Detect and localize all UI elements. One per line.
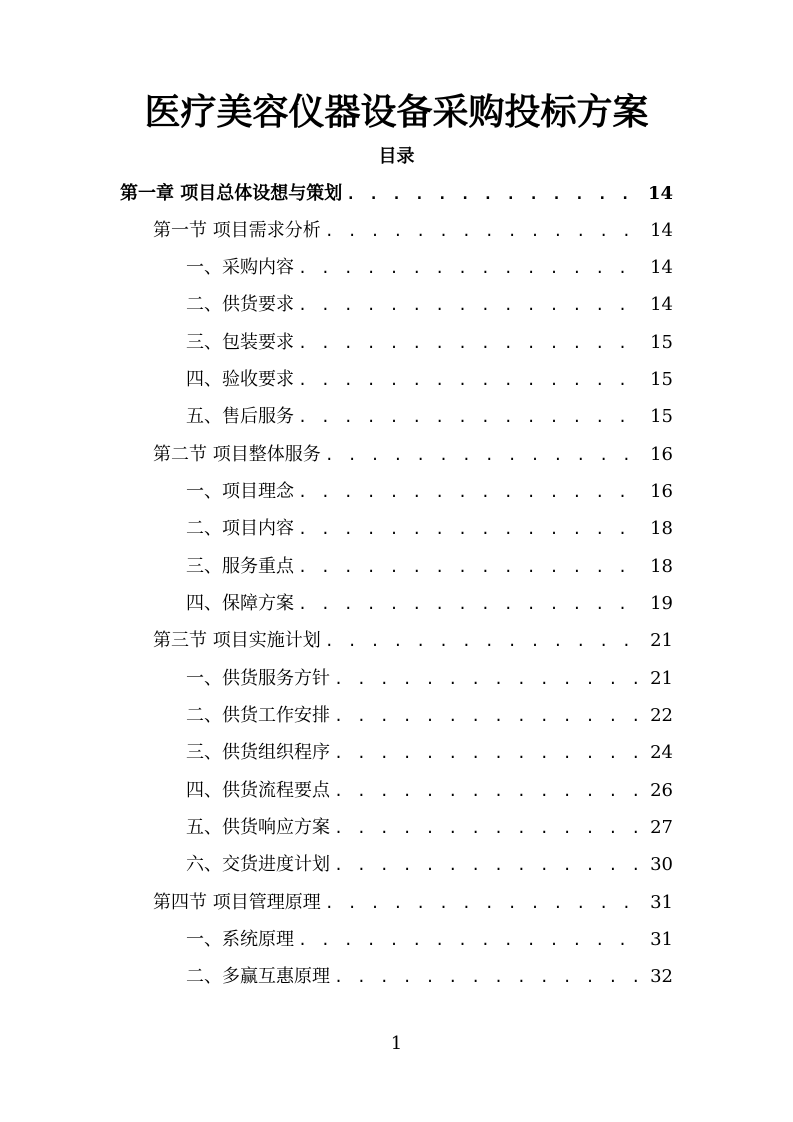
page-number: 1 bbox=[390, 1033, 403, 1054]
toc-entry-page: 27 bbox=[650, 816, 673, 838]
toc-entry-label: 三、供货组织程序 bbox=[186, 741, 330, 763]
toc-entry-section-1[interactable] bbox=[153, 212, 673, 249]
toc-entry-item[interactable] bbox=[186, 734, 673, 771]
toc-dot-leader bbox=[325, 219, 644, 243]
toc-entry-section-2[interactable] bbox=[153, 436, 673, 473]
toc-entry-page: 14 bbox=[650, 293, 673, 315]
toc-dot-leader bbox=[334, 667, 644, 691]
toc-entry-page: 18 bbox=[650, 517, 673, 539]
toc-entry-item[interactable] bbox=[186, 249, 673, 286]
toc-entry-label: 一、采购内容 bbox=[186, 256, 294, 278]
toc-entry-item[interactable] bbox=[186, 697, 673, 734]
toc-entry-item[interactable] bbox=[186, 473, 673, 510]
toc-entry-label: 六、交货进度计划 bbox=[186, 853, 330, 875]
toc-entry-item[interactable] bbox=[186, 921, 673, 958]
toc-entry-chapter-1[interactable] bbox=[120, 175, 673, 212]
toc-entry-page: 31 bbox=[650, 928, 673, 950]
toc-entry-page: 14 bbox=[650, 219, 673, 241]
toc-entry-page: 31 bbox=[650, 891, 673, 913]
toc-entry-page: 24 bbox=[650, 741, 673, 763]
toc-dot-leader bbox=[298, 480, 644, 504]
toc-entry-page: 30 bbox=[650, 853, 673, 875]
toc-entry-item[interactable] bbox=[186, 772, 673, 809]
toc-entry-page: 16 bbox=[650, 480, 673, 502]
toc-entry-label: 二、项目内容 bbox=[186, 517, 294, 539]
toc-dot-leader bbox=[298, 368, 644, 392]
toc-entry-page: 19 bbox=[650, 592, 673, 614]
toc-entry-item[interactable] bbox=[186, 548, 673, 585]
toc-entry-label: 一、系统原理 bbox=[186, 928, 294, 950]
toc-dot-leader bbox=[298, 256, 644, 280]
toc-entry-label: 五、售后服务 bbox=[186, 405, 294, 427]
toc-entry-page: 15 bbox=[650, 368, 673, 390]
toc-dot-leader bbox=[346, 182, 642, 206]
toc-heading: 目录 bbox=[378, 146, 415, 167]
toc-entry-label: 第一章 项目总体设想与策划 bbox=[120, 182, 343, 204]
toc-entry-item[interactable] bbox=[186, 286, 673, 323]
toc-entry-page: 21 bbox=[650, 667, 673, 689]
toc-entry-item[interactable] bbox=[186, 809, 673, 846]
toc-entry-page: 14 bbox=[650, 256, 673, 278]
toc-entry-page: 18 bbox=[650, 555, 673, 577]
toc-dot-leader bbox=[325, 629, 644, 653]
toc-dot-leader bbox=[334, 965, 644, 989]
toc-dot-leader bbox=[334, 704, 644, 728]
toc-entry-page: 26 bbox=[650, 779, 673, 801]
toc-entry-page: 22 bbox=[650, 704, 673, 726]
toc-dot-leader bbox=[298, 517, 644, 541]
toc-entry-label: 第四节 项目管理原理 bbox=[153, 891, 321, 913]
toc-entry-page: 16 bbox=[650, 443, 673, 465]
toc-entry-label: 一、供货服务方针 bbox=[186, 667, 330, 689]
toc-entry-label: 二、供货工作安排 bbox=[186, 704, 330, 726]
toc-entry-section-4[interactable] bbox=[153, 884, 673, 921]
toc-entry-label: 二、多赢互惠原理 bbox=[186, 965, 330, 987]
toc-entry-item[interactable] bbox=[186, 510, 673, 547]
toc-dot-leader bbox=[334, 853, 644, 877]
toc-entry-section-3[interactable] bbox=[153, 622, 673, 659]
toc-dot-leader bbox=[334, 779, 644, 803]
toc-entry-item[interactable] bbox=[186, 958, 673, 995]
toc-entry-label: 四、供货流程要点 bbox=[186, 779, 330, 801]
toc-entry-label: 第三节 项目实施计划 bbox=[153, 629, 321, 651]
toc-entry-label: 五、供货响应方案 bbox=[186, 816, 330, 838]
toc-entry-page: 15 bbox=[650, 331, 673, 353]
toc-dot-leader bbox=[298, 555, 644, 579]
toc-dot-leader bbox=[298, 405, 644, 429]
toc-dot-leader bbox=[325, 443, 644, 467]
toc-dot-leader bbox=[298, 331, 644, 355]
toc-entry-page: 15 bbox=[650, 405, 673, 427]
toc-entry-page: 21 bbox=[650, 629, 673, 651]
toc-dot-leader bbox=[298, 293, 644, 317]
toc-dot-leader bbox=[298, 592, 644, 616]
toc-entry-label: 四、验收要求 bbox=[186, 368, 294, 390]
toc-entry-item[interactable] bbox=[186, 585, 673, 622]
toc-entry-item[interactable] bbox=[186, 361, 673, 398]
document-title: 医疗美容仪器设备采购投标方案 bbox=[144, 91, 649, 133]
toc-dot-leader bbox=[298, 928, 644, 952]
toc-dot-leader bbox=[334, 741, 644, 765]
toc-entry-label: 第一节 项目需求分析 bbox=[153, 219, 321, 241]
toc-entry-page: 32 bbox=[650, 965, 673, 987]
toc-entry-item[interactable] bbox=[186, 324, 673, 361]
toc-entry-label: 四、保障方案 bbox=[186, 592, 294, 614]
toc-dot-leader bbox=[334, 816, 644, 840]
toc-dot-leader bbox=[325, 891, 644, 915]
toc-entry-label: 三、包装要求 bbox=[186, 331, 294, 353]
toc-entry-label: 三、服务重点 bbox=[186, 555, 294, 577]
toc-entry-label: 二、供货要求 bbox=[186, 293, 294, 315]
toc-entry-page: 14 bbox=[647, 182, 673, 204]
toc-entry-label: 一、项目理念 bbox=[186, 480, 294, 502]
toc-entry-item[interactable] bbox=[186, 398, 673, 435]
toc-entry-item[interactable] bbox=[186, 660, 673, 697]
toc-entry-label: 第二节 项目整体服务 bbox=[153, 443, 321, 465]
toc-entry-item[interactable] bbox=[186, 846, 673, 883]
